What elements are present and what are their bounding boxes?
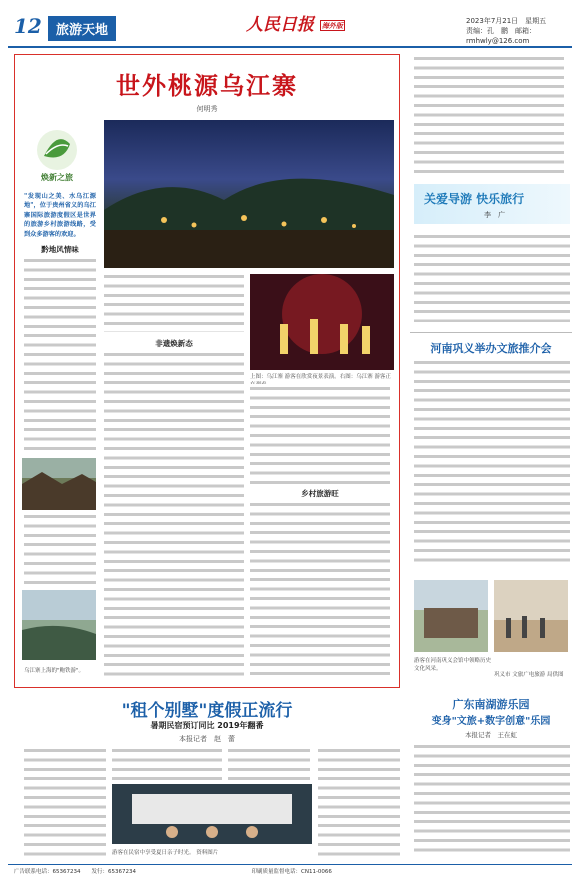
header-editor: 责编：孔 鹏 邮箱：rmhwly@126.com bbox=[466, 27, 536, 45]
bottom-left-col-3 bbox=[228, 746, 310, 782]
right-mid-text bbox=[414, 358, 570, 568]
bottom-left-author: 本报记者 赵 蕾 bbox=[179, 735, 235, 743]
feature-title: 世外桃源乌江寨 bbox=[116, 71, 298, 100]
footer-rule bbox=[8, 864, 572, 865]
performance-photo bbox=[250, 274, 394, 370]
village-photo bbox=[22, 458, 96, 510]
bottom-left-col-2 bbox=[112, 746, 222, 782]
photo-caption-2: 上图：乌江寨 游客在欣赏夜景表演。右图：乌江寨 游客正 bbox=[250, 374, 391, 380]
body-column-3a bbox=[250, 384, 390, 484]
bottom-right-author: 本报记者 王在虹 bbox=[465, 731, 517, 739]
bottom-left-caption: 游客在民宿中享受夏日亲子时光。 资料图片 bbox=[112, 850, 219, 856]
badge-label: 焕新之旅 bbox=[41, 173, 73, 182]
photo-caption-1: 乌江寨上海的"鲍铁游"。 bbox=[24, 668, 85, 674]
lead-paragraph: "发现山之美、水乌江源地"，位于贵州省义的乌江寨国际旅游度假区是世界的旅游乡村旅游线路，受到众多游客的欢迎。 bbox=[24, 193, 96, 238]
night-village-image bbox=[104, 120, 394, 268]
feature-author: 何明秀 bbox=[196, 105, 218, 113]
village-photo-art bbox=[22, 458, 96, 510]
right-top-text bbox=[414, 54, 564, 174]
right-mid-title: 河南巩义举办文旅推介会 bbox=[430, 342, 552, 355]
subheading-2: 非遗焕新态 bbox=[155, 339, 193, 348]
gongyi-photo-2 bbox=[494, 580, 568, 652]
badge bbox=[24, 124, 90, 190]
subheading-1: 黔地风情味 bbox=[41, 245, 79, 254]
gongyi-photo-1 bbox=[414, 580, 488, 652]
page-number: 12 bbox=[14, 14, 42, 38]
bottom-right-title: 广东南湖游乐园 bbox=[452, 698, 530, 711]
right-top-banner bbox=[414, 184, 570, 224]
gongyi-photo-1-art bbox=[414, 580, 488, 652]
river-photo-art bbox=[22, 590, 96, 660]
footer-text: 广告联系电话：65367234 发行：65367234 印刷质量监督电话：CN11-0066 bbox=[14, 869, 332, 875]
bottom-left-col-1 bbox=[24, 746, 106, 858]
gongyi-photo-2-art bbox=[494, 580, 568, 652]
bottom-right-subtitle: 变身"文旅+数字创意"乐园 bbox=[431, 716, 551, 727]
header-rule bbox=[8, 46, 572, 48]
body-column-1 bbox=[24, 256, 96, 456]
bottom-left-title: "租个别墅"度假正流行 bbox=[121, 701, 293, 721]
bottom-left-subtitle: 暑期民宿预订同比 2019年翻番 bbox=[150, 721, 264, 730]
right-mid-caption-2: 巩义市 文旅广电旅游 局供图 bbox=[494, 672, 564, 678]
body-column-2b bbox=[104, 350, 244, 676]
right-top-text-2 bbox=[414, 232, 570, 322]
body-column-1b bbox=[24, 512, 96, 584]
body-column-3b bbox=[250, 500, 390, 676]
divider bbox=[410, 332, 572, 333]
header-info bbox=[466, 16, 580, 46]
subheading-3: 乡村旅游旺 bbox=[301, 489, 339, 498]
right-top-author: 李 广 bbox=[484, 211, 505, 219]
bottom-left-col-4 bbox=[318, 746, 400, 858]
right-top-title: 关爱导游 快乐旅行 bbox=[424, 192, 525, 206]
section-name: 旅游天地 bbox=[48, 16, 116, 41]
performance-photo-art bbox=[250, 274, 394, 370]
hero-image bbox=[104, 120, 394, 268]
right-mid-caption-1: 游客在河南巩义会馆中领略历史文化风采。 bbox=[414, 658, 492, 672]
bottom-right-text bbox=[414, 742, 570, 858]
header-date: 2023年7月21日 星期五 bbox=[466, 17, 547, 25]
villa-photo bbox=[112, 784, 312, 844]
villa-photo-art bbox=[112, 784, 312, 844]
masthead-logo: 人民日报 海外版 bbox=[246, 15, 343, 35]
page-header bbox=[0, 0, 580, 45]
river-photo bbox=[22, 590, 96, 660]
